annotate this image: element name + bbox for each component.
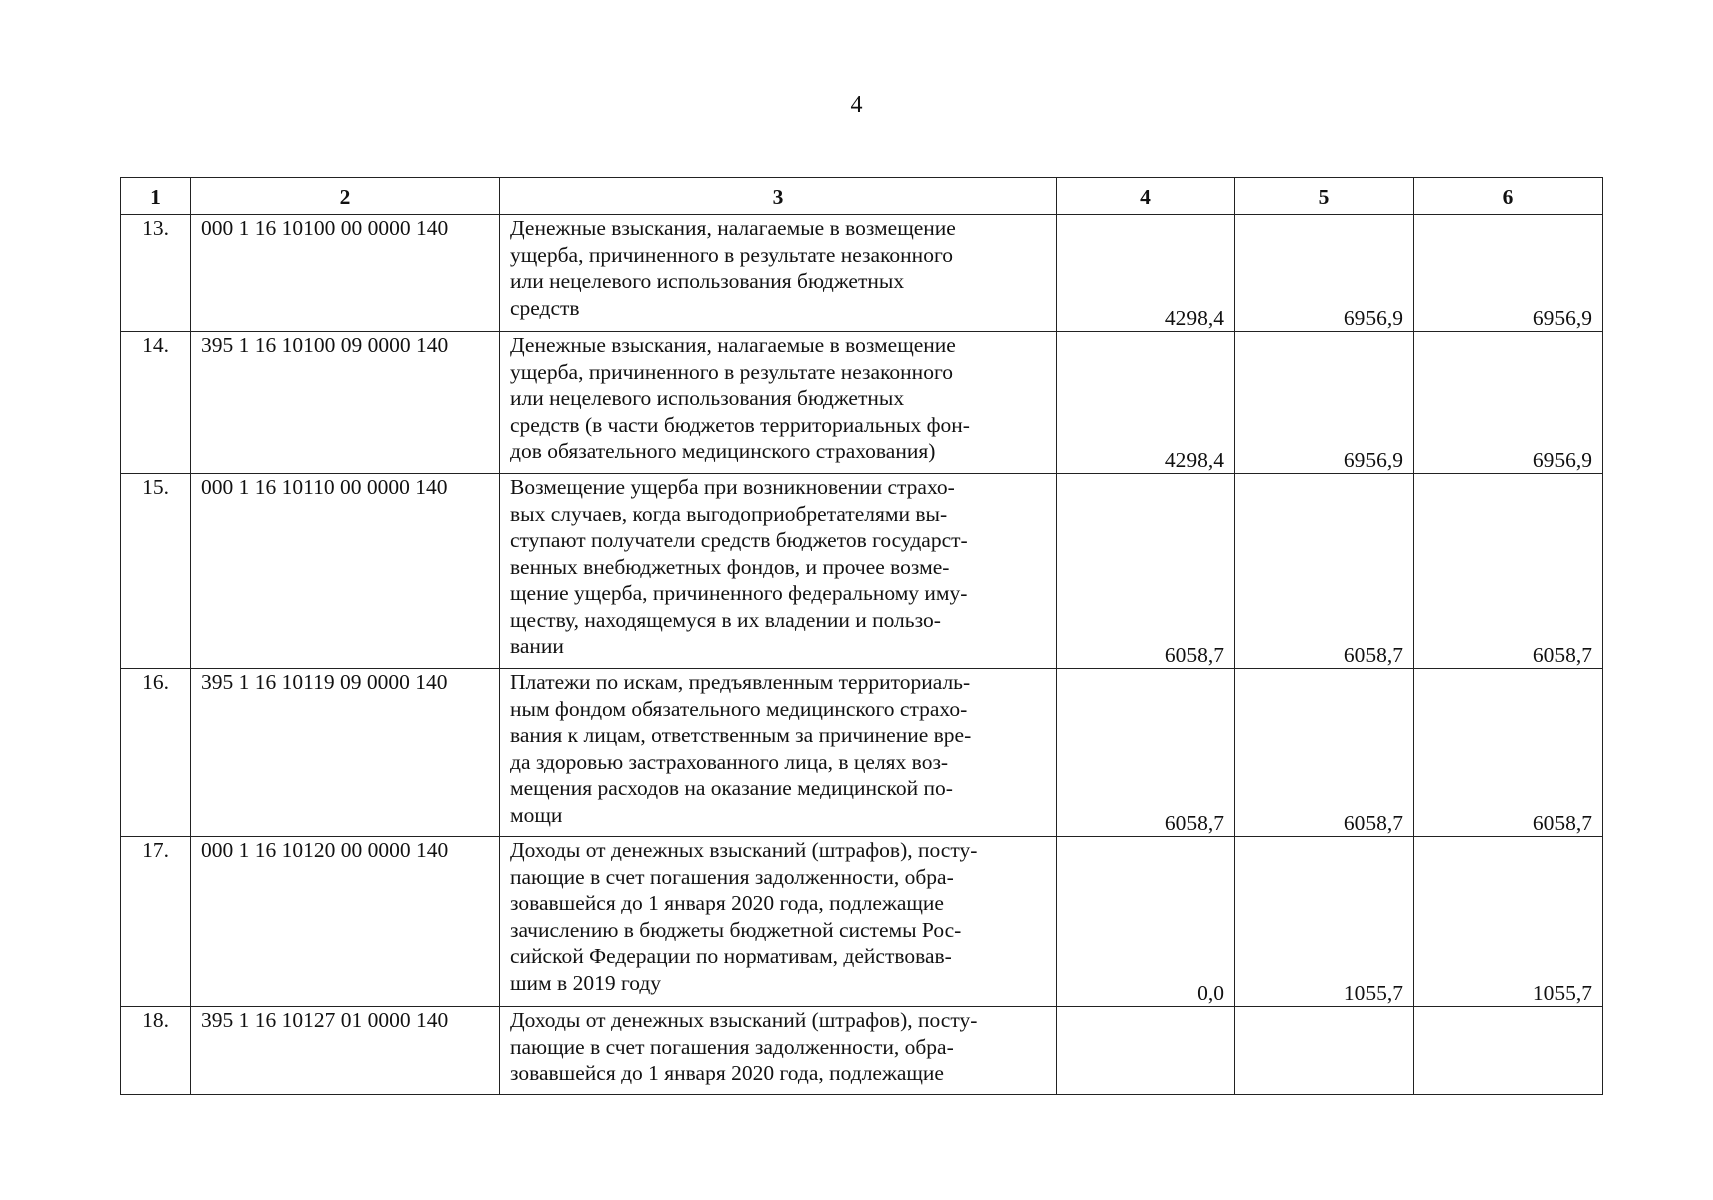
value-col-6: 6058,7 <box>1414 474 1603 669</box>
header-col-4: 4 <box>1057 178 1235 215</box>
table-row <box>121 837 1603 1007</box>
value-col-6: 1055,7 <box>1414 837 1603 1007</box>
row-description: Денежные взыскания, налагаемые в возмещение ущерба, причиненного в результате незаконного или нецелевого использования бюджетных средств (в части бюджетов территориальных фон- дов обязательного медицинского страхования) <box>500 332 1057 474</box>
row-number: 13. <box>121 215 191 332</box>
value-col-5: 6058,7 <box>1235 669 1414 837</box>
value-col-6: 6956,9 <box>1414 215 1603 332</box>
value-col-5 <box>1235 1007 1414 1095</box>
header-col-3: 3 <box>500 178 1057 215</box>
value-col-4 <box>1057 1007 1235 1095</box>
header-row <box>121 178 1603 215</box>
budget-code: 395 1 16 10100 09 0000 140 <box>191 332 500 474</box>
header-col-5: 5 <box>1235 178 1414 215</box>
value-col-5: 1055,7 <box>1235 837 1414 1007</box>
row-description: Доходы от денежных взысканий (штрафов), посту- пающие в счет погашения задолженности, обра- зовавшейся до 1 января 2020 года, подлежащие <box>500 1007 1057 1095</box>
budget-code: 000 1 16 10100 00 0000 140 <box>191 215 500 332</box>
table-row <box>121 474 1603 669</box>
row-description: Платежи по искам, предъявленным территориаль- ным фондом обязательного медицинского страхо- вания к лицам, ответственным за причинение вре- да здоровью застрахованного лица, в целях воз- мещения расходов на оказание медицинской по- мощи <box>500 669 1057 837</box>
row-number: 17. <box>121 837 191 1007</box>
header-col-6: 6 <box>1414 178 1603 215</box>
row-number: 14. <box>121 332 191 474</box>
value-col-4: 6058,7 <box>1057 669 1235 837</box>
table-row <box>121 332 1603 474</box>
table-row <box>121 669 1603 837</box>
value-col-4: 4298,4 <box>1057 215 1235 332</box>
value-col-4: 0,0 <box>1057 837 1235 1007</box>
value-col-4: 4298,4 <box>1057 332 1235 474</box>
budget-code: 395 1 16 10119 09 0000 140 <box>191 669 500 837</box>
row-number: 16. <box>121 669 191 837</box>
value-col-6: 6058,7 <box>1414 669 1603 837</box>
value-col-5: 6058,7 <box>1235 474 1414 669</box>
budget-code: 000 1 16 10120 00 0000 140 <box>191 837 500 1007</box>
table-row <box>121 1007 1603 1095</box>
value-col-6 <box>1414 1007 1603 1095</box>
value-col-6: 6956,9 <box>1414 332 1603 474</box>
row-description: Денежные взыскания, налагаемые в возмещение ущерба, причиненного в результате незаконного или нецелевого использования бюджетных средств <box>500 215 1057 332</box>
row-number: 15. <box>121 474 191 669</box>
row-description: Возмещение ущерба при возникновении страхо- вых случаев, когда выгодоприобретателями вы- ступают получатели средств бюджетов государст- венных внебюджетных фондов, и прочее возме- щение ущерба, причиненного федеральному иму- ществу, находящемуся в их владении и пользо- вании <box>500 474 1057 669</box>
header-col-1: 1 <box>121 178 191 215</box>
header-col-2: 2 <box>191 178 500 215</box>
table-body <box>121 215 1603 1095</box>
row-number: 18. <box>121 1007 191 1095</box>
row-description: Доходы от денежных взысканий (штрафов), посту- пающие в счет погашения задолженности, обра- зовавшейся до 1 января 2020 года, подлежащие зачислению в бюджеты бюджетной системы Рос- сийской Федерации по нормативам, действовав- шим в 2019 году <box>500 837 1057 1007</box>
budget-code: 395 1 16 10127 01 0000 140 <box>191 1007 500 1095</box>
budget-code: 000 1 16 10110 00 0000 140 <box>191 474 500 669</box>
page-number: 4 <box>850 92 863 118</box>
value-col-5: 6956,9 <box>1235 215 1414 332</box>
table-row <box>121 215 1603 332</box>
value-col-4: 6058,7 <box>1057 474 1235 669</box>
value-col-5: 6956,9 <box>1235 332 1414 474</box>
revenue-table <box>120 177 1603 1095</box>
